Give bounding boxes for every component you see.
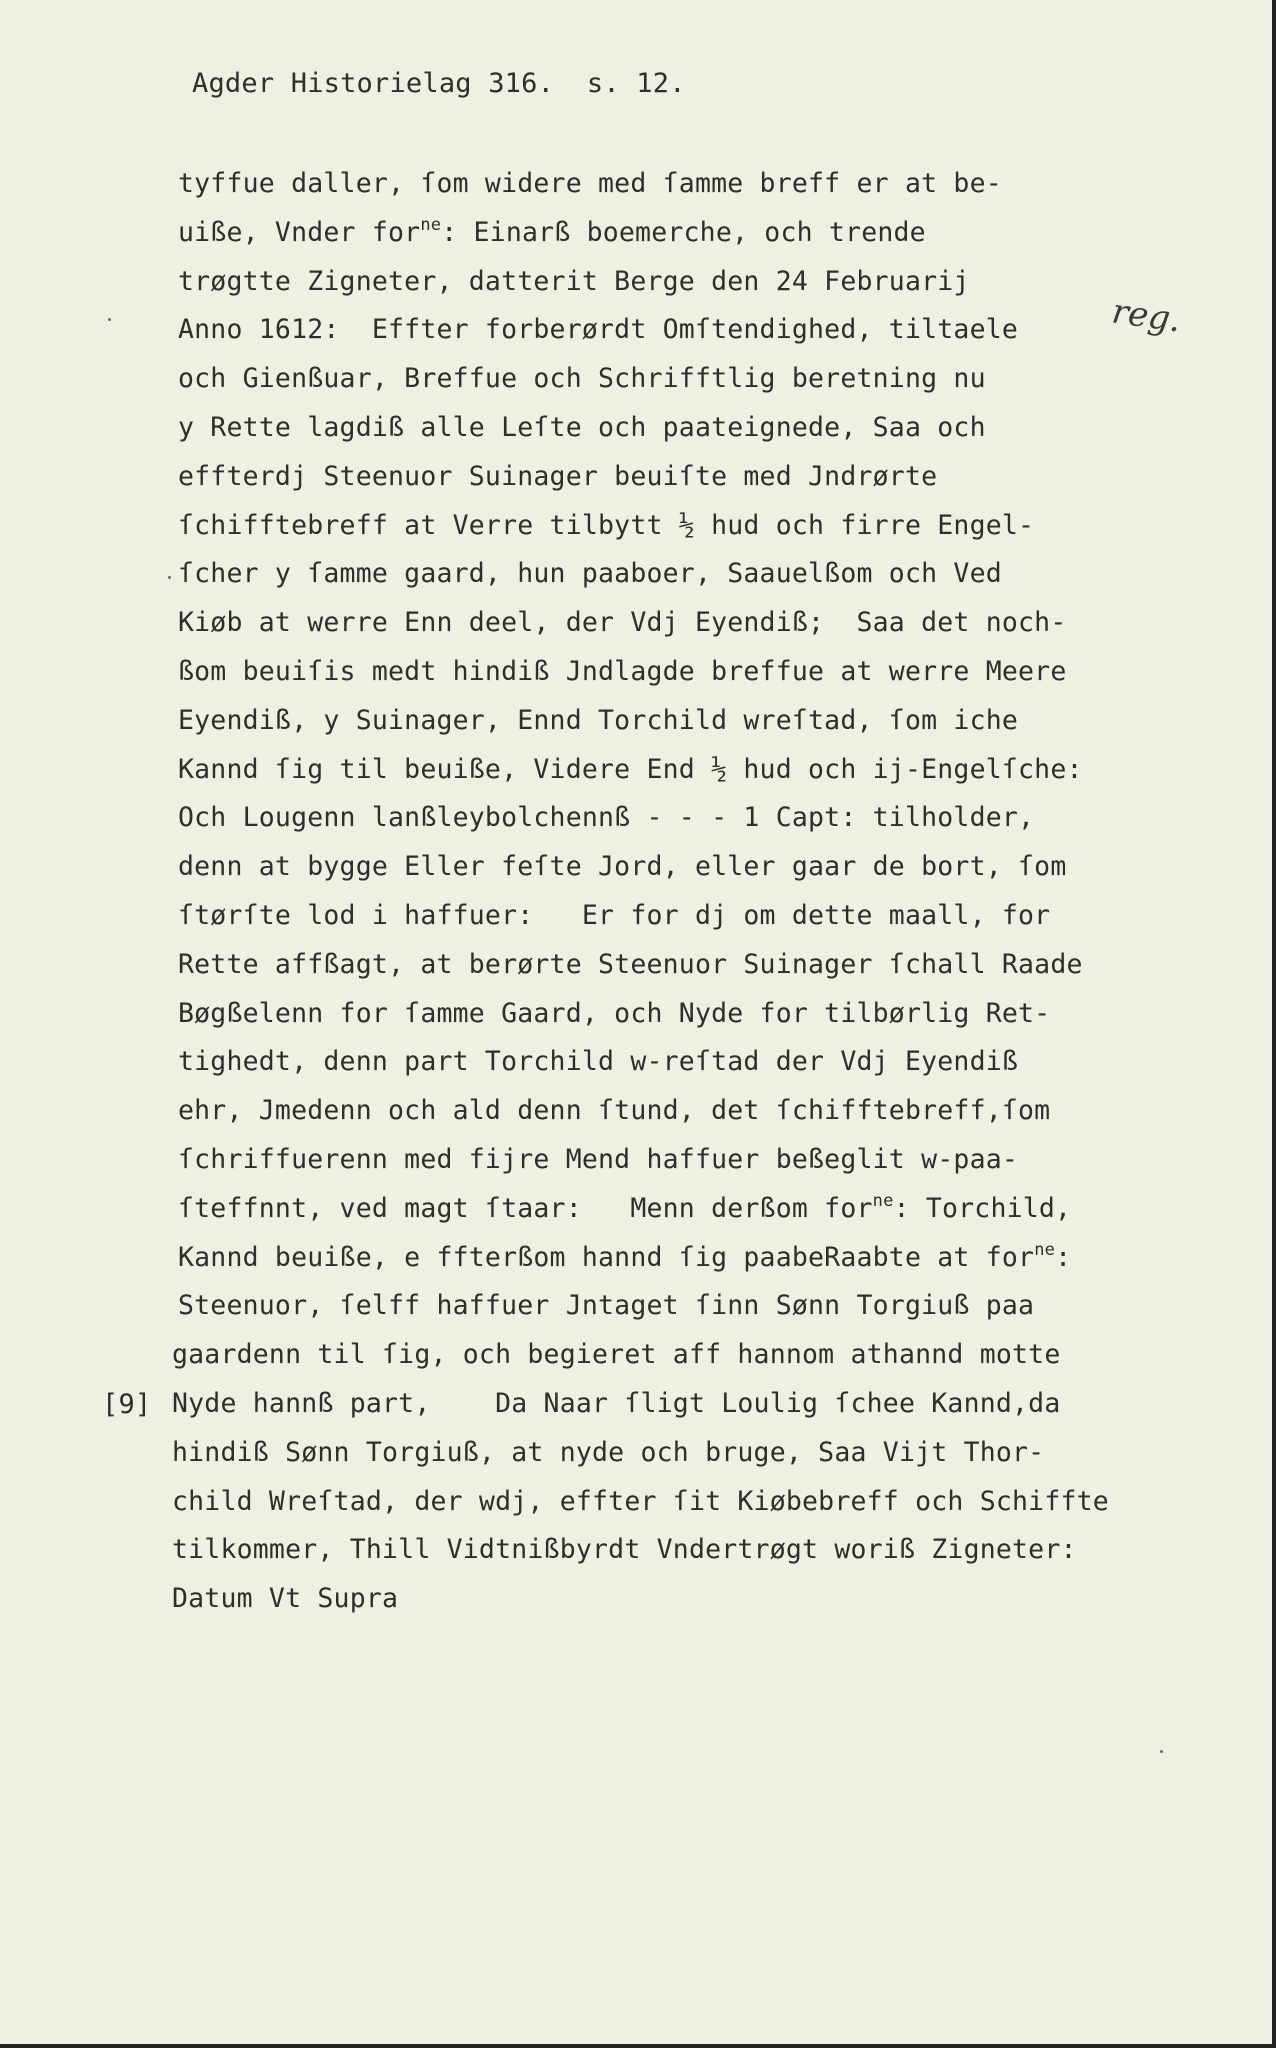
text-line — [178, 892, 1109, 941]
text-run: ßom beuiſis medt hindiß Jndlagde breffue at werre Meere — [178, 655, 1067, 687]
text-run: Nyde hannß part, Da Naar ſligt Loulig ſchee Kannd,da — [172, 1387, 1061, 1419]
text-line — [178, 794, 1109, 843]
text-line — [178, 599, 1109, 648]
superscript-abbreviation: ne — [872, 1190, 894, 1211]
text-run: child Wreſtad, der wdj, effter ſit Kiøbebreff och Schiffte — [172, 1485, 1109, 1517]
text-run: Och Lougenn lanßleybolchennß - - - 1 Capt: tilholder, — [178, 802, 1035, 834]
text-line — [172, 1331, 1109, 1380]
text-run: Kiøb at werre Enn deel, der Vdj Eyendiß; Saa det noch- — [178, 607, 1067, 639]
text-line — [178, 1234, 1109, 1283]
text-run: Steenuor, ſelff haffuer Jntaget ſinn Sønn Torgiuß paa — [178, 1290, 1035, 1322]
text-line — [172, 1429, 1109, 1478]
paper-speck — [1160, 1750, 1163, 1753]
text-line — [178, 404, 1109, 453]
text-line — [178, 746, 1109, 795]
text-line — [178, 209, 1109, 258]
text-line — [178, 306, 1109, 355]
text-run: ſcher y ſamme gaard, hun paaboer, Saauelßom och Ved — [178, 558, 1002, 590]
text-run: effterdj Steenuor Suinager beuiſte med Jndrørte — [178, 460, 938, 492]
superscript-abbreviation: ne — [420, 214, 442, 235]
text-run: tighedt, denn part Torchild w-reſtad der Vdj Eyendiß — [178, 1046, 1019, 1078]
text-run: Bøgßelenn for ſamme Gaard, och Nyde for tilbørlig Ret- — [178, 997, 1051, 1029]
text-run: Kannd ſig til beuiße, Videre End ½ hud och ij-Engelſche: — [178, 753, 1083, 785]
transcription-body — [172, 160, 1109, 1624]
text-line — [178, 160, 1109, 209]
page-number-marker: [9] — [102, 1389, 152, 1420]
handwritten-margin-note: reg. — [1109, 291, 1184, 341]
text-run: Datum Vt Supra — [172, 1583, 399, 1615]
text-run: ſteffnnt, ved magt ſtaar: Menn derßom for — [178, 1192, 873, 1224]
text-run: Kannd beuiße, e ffterßom hannd ſig paabeRaabte at for — [178, 1241, 1035, 1273]
text-line — [178, 502, 1109, 551]
text-line — [172, 1478, 1109, 1527]
text-line — [178, 258, 1109, 307]
text-line — [178, 648, 1109, 697]
paper-speck — [168, 576, 171, 579]
text-run: Eyendiß, y Suinager, Ennd Torchild wreſtad, ſom iche — [178, 704, 1019, 736]
text-run: ehr, Jmedenn och ald denn ſtund, det ſchifftebreff,ſom — [178, 1095, 1051, 1127]
text-run: och Gienßuar, Breffue och Schrifftlig beretning nu — [178, 363, 986, 395]
text-run: : — [1055, 1241, 1072, 1273]
text-line — [178, 843, 1109, 892]
text-line — [178, 1185, 1109, 1234]
text-run: ſtørſte lod i haffuer: Er for dj om dette maall, for — [178, 899, 1051, 931]
text-line — [178, 453, 1109, 502]
text-line — [178, 990, 1109, 1039]
text-run: Anno 1612: Effter forberørdt Omſtendighed, tiltaele — [178, 314, 1019, 346]
text-line — [172, 1526, 1109, 1575]
text-line — [178, 550, 1109, 599]
text-run: gaardenn til ſig, och begieret aff hannom athannd motte — [172, 1339, 1061, 1371]
text-line — [178, 355, 1109, 404]
text-line — [178, 697, 1109, 746]
text-run: : Torchild, — [893, 1192, 1072, 1224]
text-run: tyffue daller, ſom widere med ſamme breff er at be- — [178, 168, 1002, 199]
text-line — [178, 1038, 1109, 1087]
text-run: : Einarß boemerche, och trende — [441, 216, 926, 248]
text-run: trøgtte Zigneter, datterit Berge den 24 Februarij — [178, 265, 970, 297]
text-line — [172, 1575, 1109, 1624]
text-run: hindiß Sønn Torgiuß, at nyde och bruge, Saa Vijt Thor- — [172, 1436, 1045, 1468]
text-line — [178, 941, 1109, 990]
text-run: tilkommer, Thill Vidtnißbyrdt Vndertrøgt woriß Zigneter: — [172, 1534, 1077, 1566]
text-run: Rette affßagt, at berørte Steenuor Suinager ſchall Raade — [178, 948, 1083, 980]
text-line — [178, 1136, 1109, 1185]
text-run: y Rette lagdiß alle Leſte och paateignede, Saa och — [178, 411, 986, 443]
text-line — [172, 1380, 1109, 1429]
text-line — [178, 1282, 1109, 1331]
text-run: uiße, Vnder for — [178, 216, 421, 248]
paper-speck — [108, 318, 111, 321]
page-header: Agder Historielag 316. s. 12. — [192, 68, 686, 99]
text-run: ſchifftebreff at Verre tilbytt ½ hud och firre Engel- — [178, 509, 1035, 541]
text-run: ſchriffuerenn med fijre Mend haffuer beßeglit w-paa- — [178, 1143, 1019, 1175]
superscript-abbreviation: ne — [1034, 1239, 1056, 1260]
text-line — [178, 1087, 1109, 1136]
text-run: denn at bygge Eller feſte Jord, eller gaar de bort, ſom — [178, 851, 1067, 883]
